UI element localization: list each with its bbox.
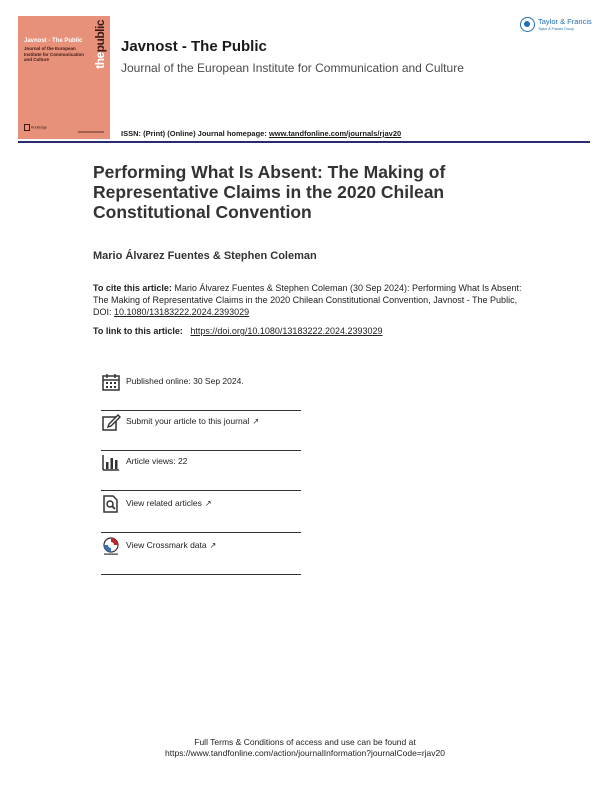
- taylor-francis-logo[interactable]: [520, 16, 592, 38]
- issn-line: ISSN: (Print) (Online) Journal homepage: www.tandfonline.com/journals/rjav20: [121, 129, 402, 138]
- submit-article-row[interactable]: [101, 410, 301, 451]
- published-online-row: [101, 370, 301, 411]
- publisher-tagline: Taylor & Francis Group: [538, 27, 574, 31]
- crossmark-row[interactable]: [101, 534, 301, 575]
- cover-subtitle: Journal of the European Institute for Communication and Culture: [24, 46, 84, 62]
- submit-article-link[interactable]: Submit your article to this journal ↗: [126, 416, 260, 426]
- cover-spine-text: thepublic: [93, 20, 107, 69]
- view-related-articles-link[interactable]: View related articles ↗: [126, 498, 212, 508]
- journal-homepage-link[interactable]: www.tandfonline.com/journals/rjav20: [268, 129, 402, 138]
- external-link-icon: ↗: [252, 417, 260, 426]
- article-url-link[interactable]: https://doi.org/10.1080/13183222.2024.2393029: [190, 326, 383, 336]
- citation-block: [93, 282, 538, 318]
- footer-terms-link[interactable]: https://www.tandfonline.com/action/journalInformation?journalCode=rjav20: [165, 748, 445, 758]
- cite-label: To cite this article:: [93, 283, 172, 293]
- article-title: Performing What Is Absent: The Making of Representative Claims in the 2020 Chilean Constitutional Convention: [93, 162, 446, 222]
- publisher-name: Taylor & Francis: [538, 17, 592, 26]
- article-link-line: [93, 326, 383, 336]
- bar-chart-icon: [101, 452, 121, 472]
- crossmark-icon: [101, 536, 121, 556]
- header-divider: [18, 141, 590, 143]
- taylor-francis-logo-icon: [520, 17, 535, 32]
- external-link-icon: ↗: [204, 499, 212, 508]
- cite-text: Mario Álvarez Fuentes & Stephen Coleman (30 Sep 2024): Performing What Is Absent: The Making of Representative Claims in the 2020 Chilean Constitutional Convention, Javnost - The Public, DOI:: [93, 283, 522, 317]
- article-authors: Mario Álvarez Fuentes & Stephen Coleman: [93, 250, 317, 262]
- view-crossmark-link[interactable]: View Crossmark data ↗: [126, 540, 217, 550]
- external-link-icon: ↗: [209, 541, 217, 550]
- search-related-icon: [101, 494, 121, 514]
- terms-footer: [0, 737, 610, 759]
- cover-barcode: [78, 131, 104, 133]
- link-label: To link to this article:: [93, 326, 183, 336]
- routledge-logo-icon: [24, 124, 30, 131]
- journal-title: Javnost - The Public: [121, 38, 267, 55]
- article-views-label: Article views: 22: [126, 456, 188, 466]
- submit-edit-icon: [101, 412, 121, 432]
- journal-subtitle: Journal of the European Institute for Communication and Culture: [121, 61, 464, 75]
- journal-cover-image: [18, 16, 110, 139]
- doi-link[interactable]: 10.1080/13183222.2024.2393029: [114, 307, 250, 317]
- cover-title: Javnost - The Public: [24, 38, 83, 44]
- article-views-row: [101, 450, 301, 491]
- calendar-icon: [101, 372, 121, 392]
- footer-line-1: Full Terms & Conditions of access and use can be found at: [194, 737, 416, 747]
- published-online-label: Published online: 30 Sep 2024.: [126, 376, 244, 386]
- related-articles-row[interactable]: [101, 492, 301, 533]
- cover-publisher: Routledge: [24, 124, 47, 131]
